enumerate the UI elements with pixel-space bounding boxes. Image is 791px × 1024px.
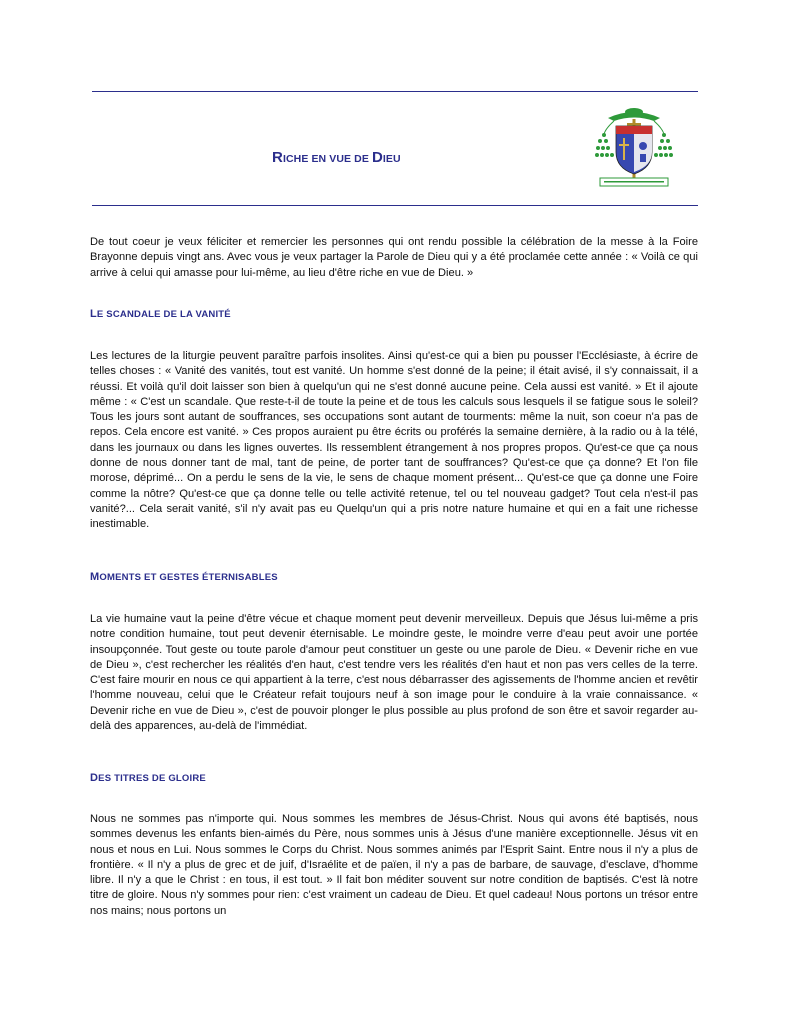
- title-second-initial: D: [371, 149, 383, 166]
- section-heading-initial: L: [90, 308, 97, 320]
- title-part-1: ICHE EN VUE DE: [282, 153, 372, 165]
- section-heading-2: [90, 571, 278, 583]
- section-heading-text: OMENTS ET GESTES ÉTERNISABLES: [99, 572, 278, 583]
- section-paragraph-3: Nous ne sommes pas n'importe qui. Nous sommes les membres de Jésus-Christ. Nous qui avons été baptisés, nous sommes devenus les enfants bien-aimés du Père, nous sommes unis à Jésus d'une manière exceptionnelle. Jésus vit en nous et nous en Lui. Nous sommes le Corps du Christ. Nous sommes animés par l'Esprit Saint. Entre nous il n'y a plus de frontière. « Il n'y a plus de grec et de juif, d'Israélite et de païen, il n'y a pas de barbare, de sauvage, d'esclave, d'homme libre. Il n'y a que le Christ : en tous, il est tout. » Il fait bon méditer souvent sur notre condition de baptisés. C'est là notre titre de gloire. Nous n'y sommes pour rien: c'est vraiment un cadeau de Dieu. Et quel cadeau! Nous portons un trésor entre nos mains; nous portons un: [90, 813, 698, 917]
- episcopal-coat-of-arms-icon: [594, 104, 674, 194]
- page-title: [272, 149, 432, 166]
- section-heading-initial: M: [90, 571, 100, 583]
- bottom-rule: [92, 205, 698, 206]
- title-part-2: IEU: [382, 153, 401, 165]
- section-heading-1: [90, 308, 231, 320]
- section-heading-initial: D: [90, 772, 99, 784]
- section-heading-text: ES TITRES DE GLOIRE: [98, 773, 206, 784]
- intro-paragraph: De tout coeur je veux féliciter et remercier les personnes qui ont rendu possible la célébration de la messe à la Foire Brayonne depuis vingt ans. Avec vous je veux partager la Parole de Dieu qui y a été proclamée cette année : « Voilà ce qui arrive à celui qui amasse pour lui-même, au lieu d'être riche en vue de Dieu. »: [90, 236, 698, 279]
- section-heading-3: [90, 772, 206, 784]
- section-paragraph-2: La vie humaine vaut la peine d'être vécue et chaque moment peut devenir merveilleux. Depuis que Jésus lui-même a pris notre condition humaine, tout peut devenir éternisable. Le moindre geste, le moindre verre d'eau peut avoir une portée insoupçonnée. Tout geste ou toute parole d'amour peut constituer un geste ou une parole de Dieu. « Devenir riche en vue de Dieu », c'est rechercher les réalités d'en haut, c'est tendre vers les réalités d'en haut et non pas vers celles de la terre. C'est faire mourir en nous ce qui appartient à la terre, c'est nous débarrasser des agissements de l'homme ancien et revêtir l'homme nouveau, celui que le Créateur refait toujours neuf à son image pour le conduire à la vraie connaissance. « Devenir riche en vue de Dieu », c'est de pouvoir plonger le plus possible au plus profond de son être et savoir regarder au-delà des apparences, au-delà de l'immédiat.: [90, 613, 698, 733]
- title-initial: R: [272, 149, 283, 166]
- top-rule: [92, 91, 698, 92]
- section-heading-text: E SCANDALE DE LA VANITÉ: [96, 309, 231, 320]
- section-paragraph-1: Les lectures de la liturgie peuvent paraître parfois insolites. Ainsi qu'est-ce qui a bien pu pousser l'Ecclésiaste, à écrire de telles choses : « Vanité des vanités, tout est vanité. Un homme s'est donné de la peine; il était avisé, il s'y connaissait, il a réussi. Et voilà qu'il doit laisser son bien à quelqu'un qui ne s'est donné aucune peine. Cela aussi est vanité. » Et il ajoute même : « C'est un scandale. Que reste-t-il de toute la peine et de tous les calculs sous lesquels il se fatigue sous le soleil? Tous les jours sont autant de souffrances, ses occupations sont autant de tourments: même la nuit, son coeur n'a pas de repos. Cela encore est vanité. » Ces propos auraient pu être écrits ou proférés la semaine dernière, à la radio ou à la télé, dans les journaux ou dans les lignes ouvertes. Ils ressemblent étrangement à nos propres propos. Qu'est-ce que ça nous donne de nous donner tant de mal, tant de peine, de porter tant de souffrances? Qu'est-ce que ça donne? Et l'on file morose, déprimé... On a perdu le sens de la vie, le sens de chaque moment présent... Qu'est-ce que ça donne une Foire comme la nôtre? Qu'est-ce que ça donne telle ou telle activité retenue, tel ou tel nouveau gadget? Tout cela n'est-il pas vanité?... Cela serait vanité, s'il n'y avait pas eu Quelqu'un qui a pris notre nature humaine et qui en a fait une richesse inestimable.: [90, 350, 698, 531]
